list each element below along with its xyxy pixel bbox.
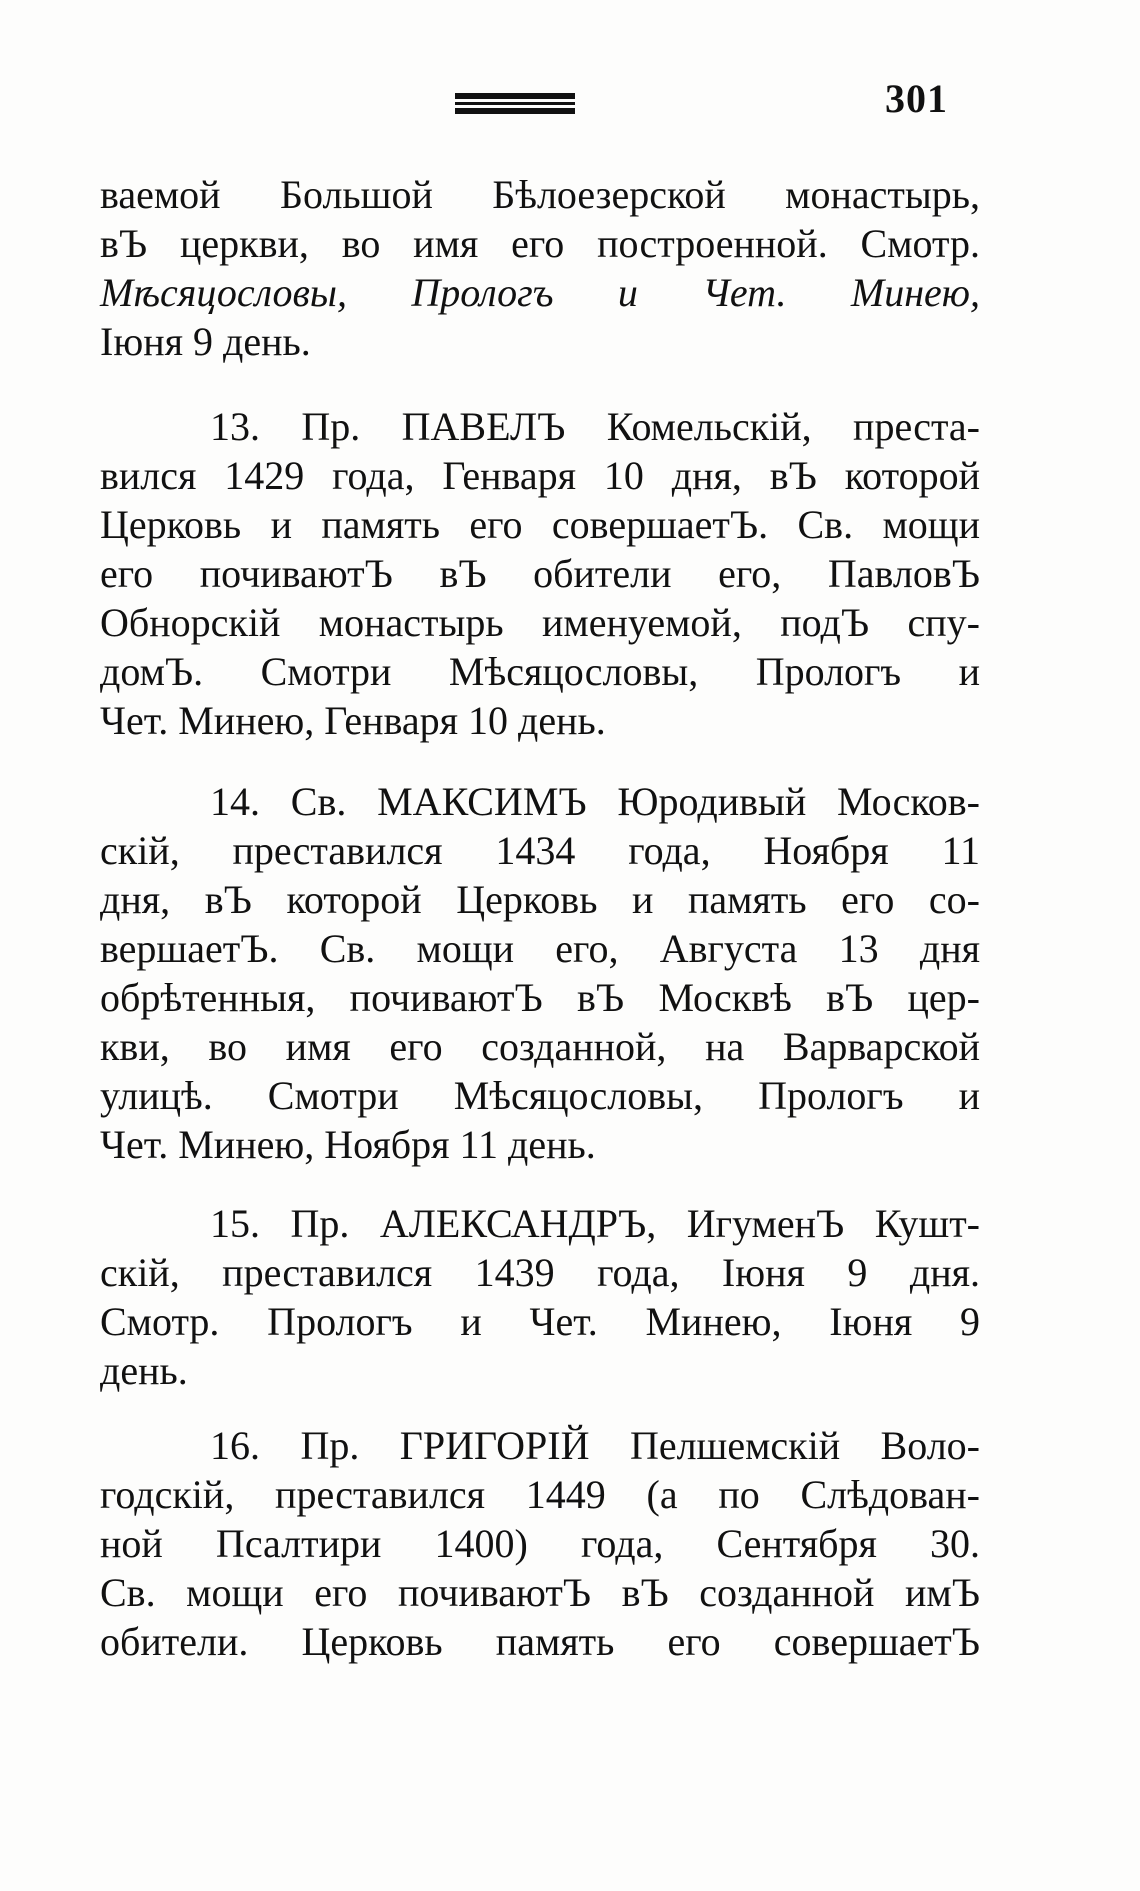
paragraph-continuation bbox=[100, 170, 980, 366]
text-line: годскій, преставился 1449 (а по Слѣдован- bbox=[100, 1472, 980, 1517]
text-line: ной Псалтири 1400) года, Сентября 30. bbox=[100, 1521, 980, 1566]
text-line: Св. мощи его почиваютЪ вЪ созданной имЪ bbox=[100, 1570, 980, 1615]
text-line: Чет. Минею, Генваря 10 день. bbox=[100, 698, 606, 743]
ornament-rule bbox=[455, 93, 575, 99]
text-line: скій, преставился 1439 года, Іюня 9 дня. bbox=[100, 1250, 980, 1295]
ornament-rule bbox=[455, 102, 575, 105]
text-line: обрѣтенныя, почиваютЪ вЪ Москвѣ вЪ цер- bbox=[100, 975, 980, 1020]
entry-13 bbox=[100, 402, 980, 745]
header-ornament bbox=[455, 93, 575, 115]
body-text bbox=[100, 170, 980, 1666]
text-line: Смотр. Прологъ и Чет. Минею, Іюня 9 bbox=[100, 1299, 980, 1344]
page-number: 301 bbox=[885, 76, 948, 121]
text-line: 15. Пр. АЛЕКСАНДРЪ, ИгуменЪ Кушт- bbox=[210, 1201, 980, 1246]
text-line: 13. Пр. ПАВЕЛЪ Комельскій, преста- bbox=[210, 404, 980, 449]
text-line: вился 1429 года, Генваря 10 дня, вЪ которой bbox=[100, 453, 980, 498]
text-line: кви, во имя его созданной, на Варварской bbox=[100, 1024, 980, 1069]
text-line: 16. Пр. ГРИГОРІЙ Пелшемскій Воло- bbox=[210, 1423, 980, 1468]
text-line: ваемой Большой Бѣлоезерской монастырь, bbox=[100, 172, 980, 217]
text-line: его почиваютЪ вЪ обители его, ПавловЪ bbox=[100, 551, 980, 596]
text-line: вЪ церкви, во имя его построенной. Смотр. bbox=[100, 221, 980, 266]
text-line: домЪ. Смотри Мѣсяцословы, Прологъ и bbox=[100, 649, 980, 694]
text-line: обители. Церковь память его совершаетЪ bbox=[100, 1619, 980, 1664]
text-line: скій, преставился 1434 года, Ноября 11 bbox=[100, 828, 980, 873]
text-line: вершаетЪ. Св. мощи его, Августа 13 дня bbox=[100, 926, 980, 971]
text-line: Мѣсяцословы, Прологъ и Чет. Минею, bbox=[100, 270, 980, 315]
text-line: Чет. Минею, Ноября 11 день. bbox=[100, 1122, 596, 1167]
ornament-rule bbox=[455, 108, 575, 114]
entry-16 bbox=[100, 1421, 980, 1666]
text-line: Іюня 9 день. bbox=[100, 319, 311, 364]
text-line: 14. Св. МАКСИМЪ Юродивый Москов- bbox=[210, 779, 980, 824]
text-line: дня, вЪ которой Церковь и память его со- bbox=[100, 877, 980, 922]
entry-15 bbox=[100, 1199, 980, 1395]
entry-14 bbox=[100, 777, 980, 1169]
text-line: день. bbox=[100, 1348, 188, 1393]
text-line: улицѣ. Смотри Мѣсяцословы, Прологъ и bbox=[100, 1073, 980, 1118]
text-line: Церковь и память его совершаетЪ. Св. мощи bbox=[100, 502, 980, 547]
text-line: Обнорскій монастырь именуемой, подЪ спу- bbox=[100, 600, 980, 645]
